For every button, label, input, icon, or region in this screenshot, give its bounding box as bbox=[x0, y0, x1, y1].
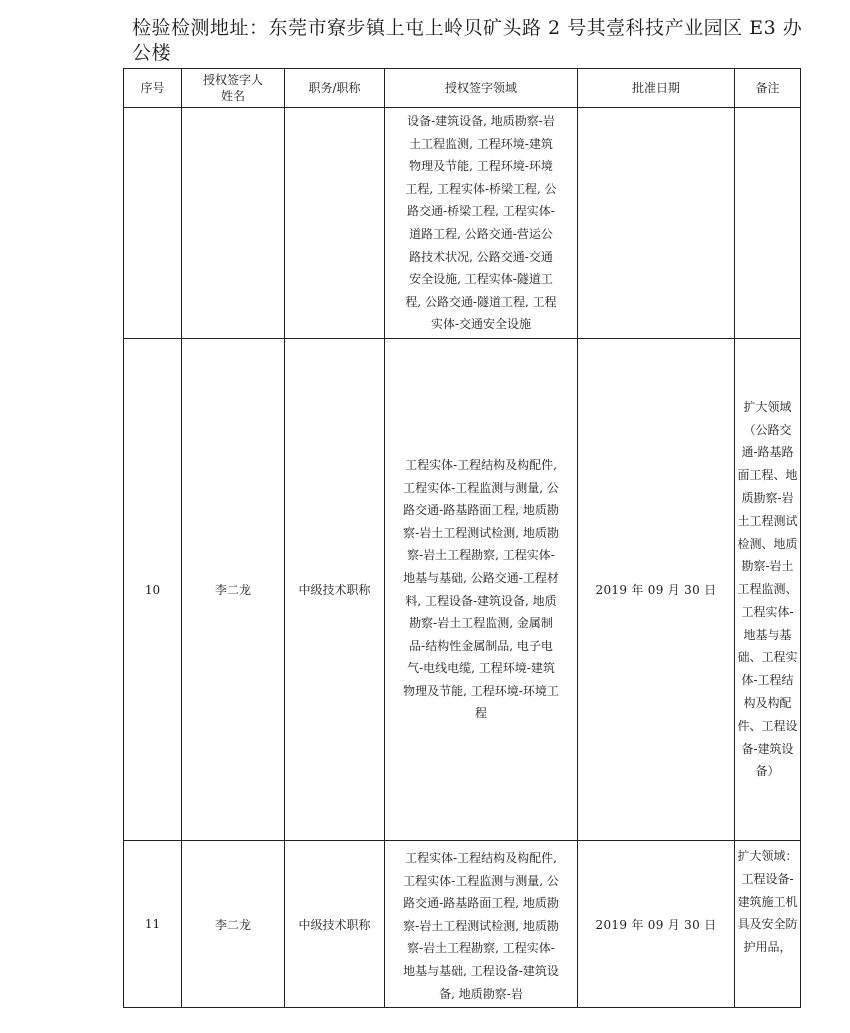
address-header: 检验检测地址：东莞市寮步镇上屯上岭贝矿头路 2 号其壹科技产业园区 E3 办公楼 bbox=[132, 17, 803, 64]
table-row bbox=[124, 841, 801, 1008]
cell-field bbox=[385, 339, 578, 841]
remark-text: 扩大领域：工程设备-建筑施工机具及安全防护用品， bbox=[737, 849, 798, 955]
cell-name: 李二龙 bbox=[182, 339, 285, 841]
table-row bbox=[124, 339, 801, 841]
cell-remark bbox=[735, 108, 801, 339]
col-header-name: 授权签字人姓名 bbox=[182, 69, 285, 108]
cell-name: 李二龙 bbox=[182, 841, 285, 1008]
signatory-table bbox=[123, 68, 801, 1008]
cell-field bbox=[385, 108, 578, 339]
cell-no bbox=[124, 108, 182, 339]
col-header-field: 授权签字领域 bbox=[385, 69, 578, 108]
cell-title: 中级技术职称 bbox=[285, 841, 385, 1008]
cell-date: 2019 年 09 月 30 日 bbox=[578, 339, 735, 841]
field-text: 设备-建筑设备, 地质勘察-岩土工程监测, 工程环境-建筑物理及节能, 工程环境-环境工程, 工程实体-桥梁工程, 公路交通-桥梁工程, 工程实体-道路工程, 公路交通-营运公路技术状况, 公路交通-交通安全设施, 工程实体-隧道工程, 公路交通-隧道工程, 工程实体-交通安全设施 bbox=[405, 114, 557, 332]
field-text: 工程实体-工程结构及构配件, 工程实体-工程监测与测量, 公路交通-路基路面工程, 地质勘察-岩土工程测试检测, 地质勘察-岩土工程勘察, 工程实体-地基与基础, 工程设备-建筑设备, 地质勘察-岩 bbox=[403, 851, 559, 1001]
col-header-no: 序号 bbox=[124, 69, 182, 108]
col-header-title: 职务/职称 bbox=[285, 69, 385, 108]
cell-name bbox=[182, 108, 285, 339]
col-header-date: 批准日期 bbox=[578, 69, 735, 108]
table-header-row bbox=[124, 69, 801, 108]
table-row bbox=[124, 108, 801, 339]
cell-remark bbox=[735, 841, 801, 1008]
cell-no: 11 bbox=[124, 841, 182, 1008]
cell-no: 10 bbox=[124, 339, 182, 841]
cell-date: 2019 年 09 月 30 日 bbox=[578, 841, 735, 1008]
cell-remark bbox=[735, 339, 801, 841]
col-header-remark: 备注 bbox=[735, 69, 801, 108]
cell-field bbox=[385, 841, 578, 1008]
cell-title bbox=[285, 108, 385, 339]
cell-date bbox=[578, 108, 735, 339]
remark-text: 扩大领域（公路交通-路基路面工程、地质勘察-岩土工程测试检测、地质勘察-岩土工程监测、工程实体-地基与基础、工程实体-工程结构及构配件、工程设备-建筑设备） bbox=[737, 399, 798, 779]
field-text: 工程实体-工程结构及构配件, 工程实体-工程监测与测量, 公路交通-路基路面工程, 地质勘察-岩土工程测试检测, 地质勘察-岩土工程勘察, 工程实体-地基与基础, 公路交通-工程材料, 工程设备-建筑设备, 地质勘察-岩土工程监测, 金属制品-结构性金属制品, 电子电气-电线电缆, 工程环境-建筑物理及节能, 工程环境-环境工程 bbox=[403, 457, 559, 721]
cell-title: 中级技术职称 bbox=[285, 339, 385, 841]
